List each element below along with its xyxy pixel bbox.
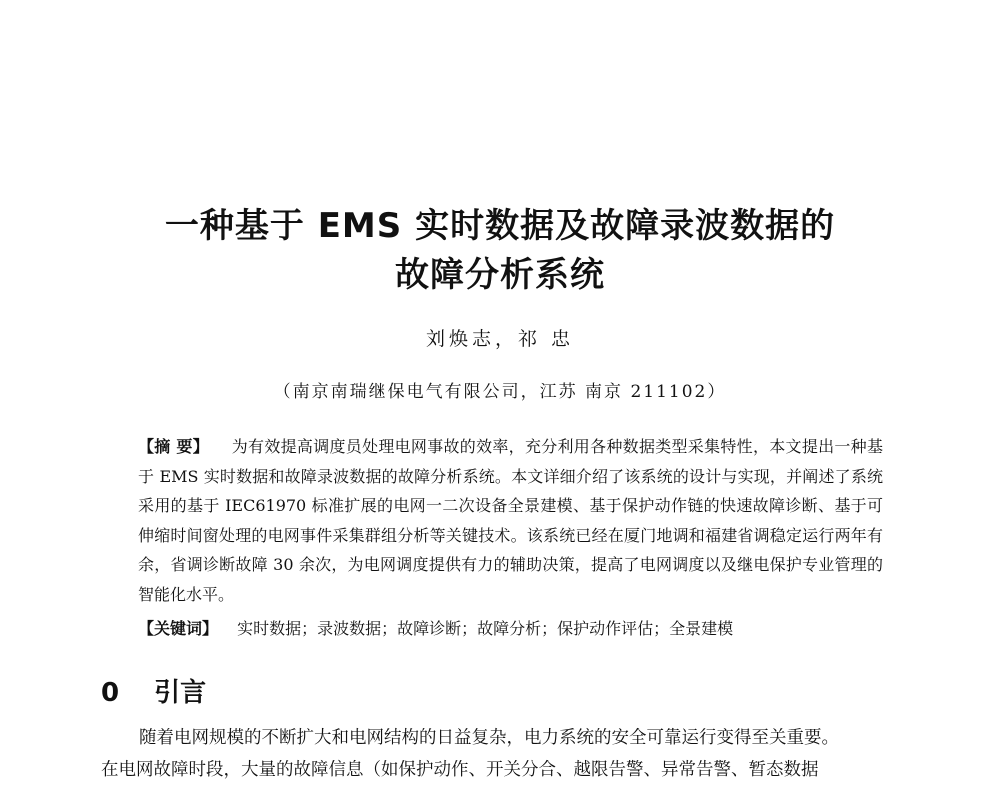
affiliation: （南京南瑞继保电气有限公司，江苏 南京 211102） [273, 382, 727, 402]
authors: 刘焕志，祁 忠 [425, 328, 575, 350]
keywords-text: 实时数据；录波数据；故障诊断；故障分析；保护动作评估；全景建模 [237, 619, 734, 638]
body-line-2: 在电网故障时段，大量的故障信息（如保护动作、开关分合、越限告警、异常告警、暂态数据 [101, 760, 819, 780]
body-text [101, 722, 921, 786]
section-title: 引言 [154, 678, 207, 708]
section-heading [101, 672, 206, 709]
paper-title-line-1: 一种基于 EMS 实时数据及故障录波数据的 [164, 206, 836, 246]
paper-title-line-2: 故障分析系统 [395, 255, 605, 295]
abstract-label: 【摘 要】 [138, 437, 210, 456]
keywords-label: 【关键词】 [138, 619, 219, 638]
section-number: 0 [101, 678, 120, 708]
abstract-text: 为有效提高调度员处理电网事故的效率，充分利用各种数据类型采集特性，本文提出一种基于 EMS 实时数据和故障录波数据的故障分析系统。本文详细介绍了该系统的设计与实现，并阐述了系统采用的基于 IEC61970 标准扩展的电网一二次设备全景建模、基于保护动作链的快速故障诊断、基于可伸缩时间窗处理的电网事件采集群组分析等关键技术。该系统已经在厦门地调和福建省调稳定运行两年有余，省调诊断故障 30 余次，为电网调度提供有力的辅助决策，提高了电网调度以及继电保护专业管理的智能化水平。 [138, 437, 883, 604]
keywords [138, 614, 883, 643]
body-line-1: 随着电网规模的不断扩大和电网结构的日益复杂，电力系统的安全可靠运行变得至关重要。 [139, 728, 839, 748]
abstract [138, 432, 883, 609]
